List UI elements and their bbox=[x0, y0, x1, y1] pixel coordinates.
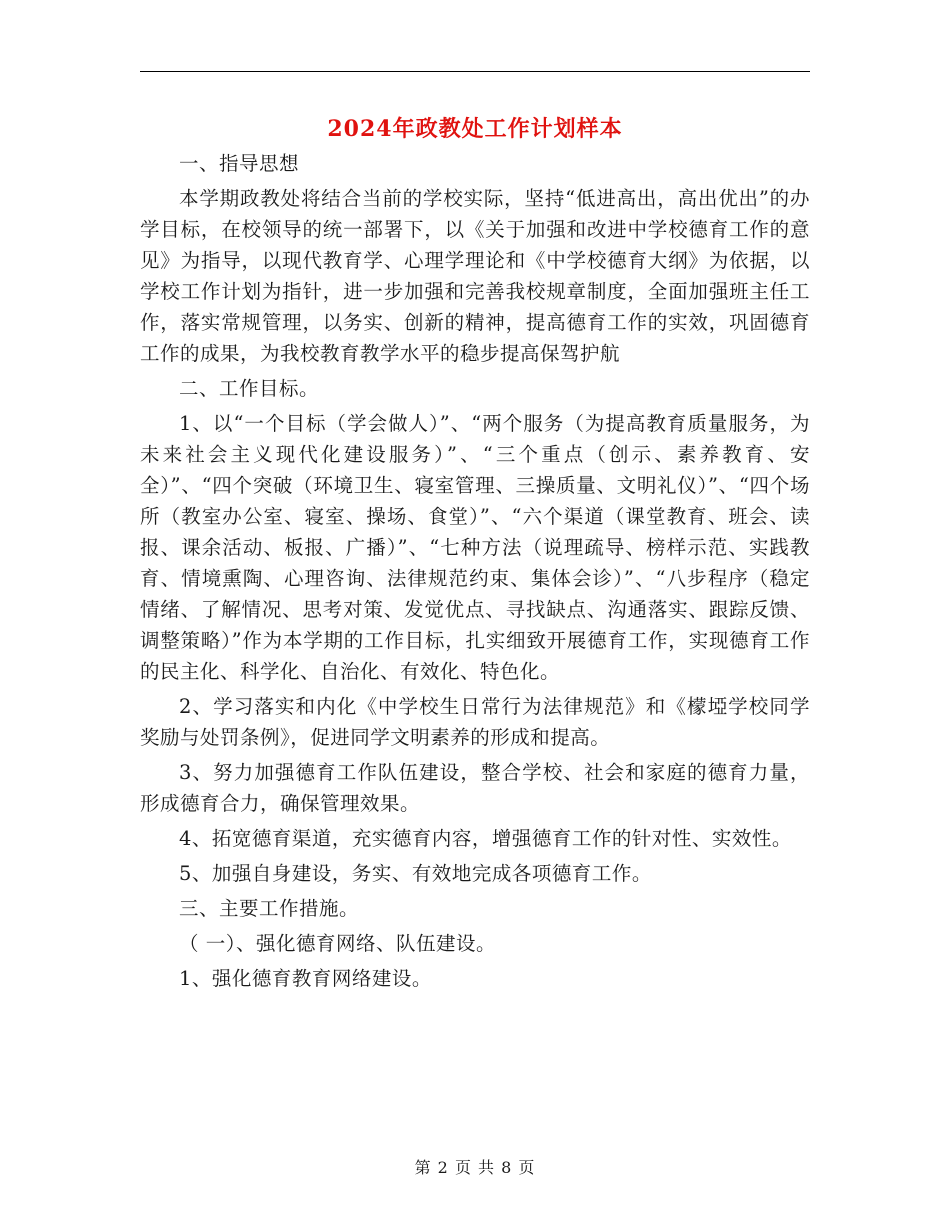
goal-item-3: 3、努力加强德育工作队伍建设，整合学校、社会和家庭的德育力量，形成德育合力，确保管理效果。 bbox=[140, 761, 810, 815]
section-heading-guiding-ideology: 一、指导思想 bbox=[179, 152, 300, 175]
header-rule bbox=[140, 71, 810, 72]
goal-item-2: 2、学习落实和内化《中学校生日常行为法律规范》和《檬埡学校同学奖励与处罚条例》，促进同学文明素养的形成和提高。 bbox=[140, 695, 810, 749]
subsection-heading-1: （ 一）、强化德育网络、队伍建设。 bbox=[179, 932, 496, 955]
goal-item-5: 5、加强自身建设，务实、有效地完成各项德育工作。 bbox=[179, 862, 652, 885]
goal-item-1: 1、以“一个目标（学会做人）”、“两个服务（为提高教育质量服务，为未来社会主义现代化建设服务）”、“三个重点（创示、素养教育、安全）”、“四个突破（环境卫生、寝室管理、三操质量、文明礼仪）”、“四个场所（教室办公室、寝室、操场、食堂）”、“六个渠道（课堂教育、班会、读报、课余活动、板报、广播）”、“七种方法（说理疏导、榜样示范、实践教育、情境熏陶、心理咨询、法律规范约束、集体会诊）”、“八步程序（稳定情绪、了解情况、思考对策、发觉优点、寻找缺点、沟通落实、跟踪反馈、调整策略）”作为本学期的工作目标，扎实细致开展德育工作，实现德育工作的民主化、科学化、自治化、有效化、特色化。 bbox=[140, 412, 810, 683]
section-heading-main-measures: 三、主要工作措施。 bbox=[179, 897, 360, 920]
goal-item-4: 4、拓宽德育渠道，充实德育内容，增强德育工作的针对性、实效性。 bbox=[179, 827, 792, 850]
page-number: 第 2 页 共 8 页 bbox=[414, 1158, 536, 1177]
document-title: 2024年政教处工作计划样本 bbox=[327, 116, 623, 142]
document-body bbox=[140, 148, 810, 998]
paragraph-guiding-ideology: 本学期政教处将结合当前的学校实际，坚持“低进高出，高出优出”的办学目标，在校领导的统一部署下，以《关于加强和改进中学校德育工作的意见》为指导，以现代教育学、心理学理论和《中学校德育大纲》为依据，以学校工作计划为指针，进一步加强和完善我校规章制度，全面加强班主任工作，落实常规管理，以务实、创新的精神，提高德育工作的实效，巩固德育工作的成果，为我校教育教学水平的稳步提高保驾护航 bbox=[140, 187, 810, 365]
section-heading-work-goals: 二、工作目标。 bbox=[179, 377, 320, 400]
measure-item-1: 1、强化德育教育网络建设。 bbox=[179, 967, 432, 990]
